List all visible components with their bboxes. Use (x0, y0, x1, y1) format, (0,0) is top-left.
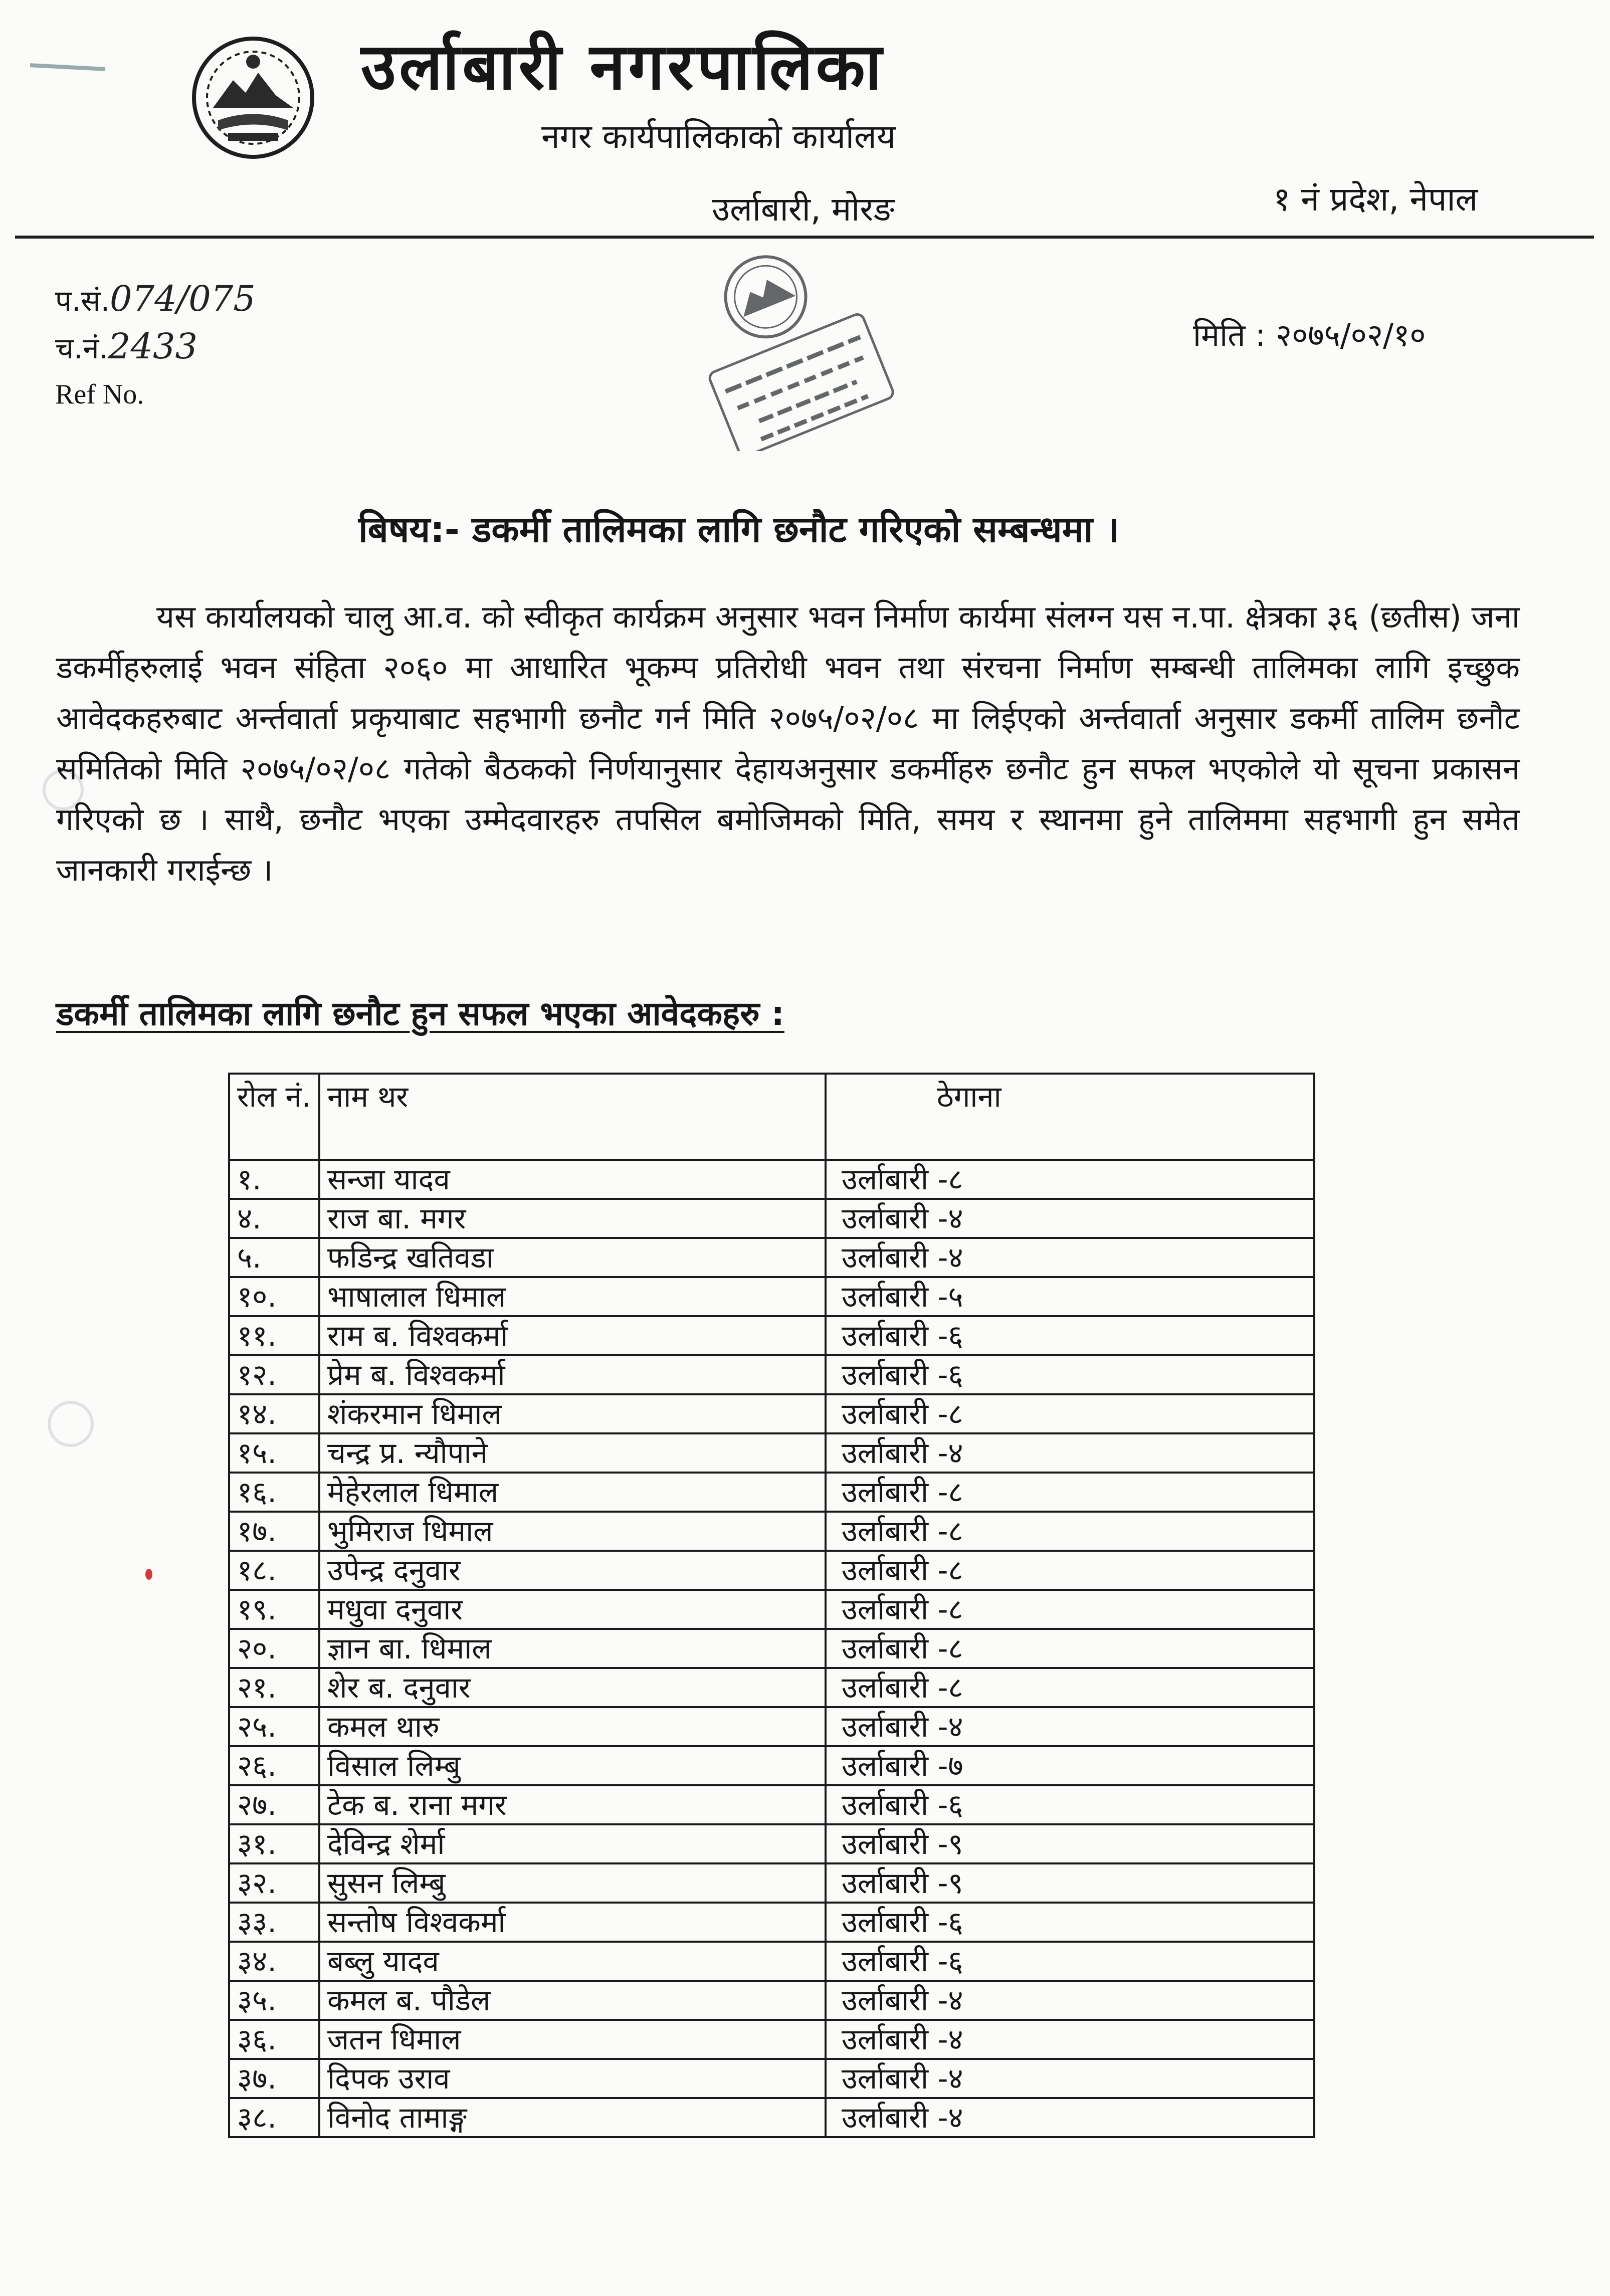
roll-no-cell: ३४. (229, 1942, 319, 1981)
table-row (229, 1590, 1314, 1629)
table-row (229, 1199, 1314, 1238)
ref-ps (55, 278, 256, 319)
roll-no-cell: १७. (229, 1512, 319, 1551)
name-cell: मेहेरलाल धिमाल (319, 1473, 826, 1512)
name-cell: बब्लु यादव (319, 1942, 826, 1981)
roll-no-cell: २७. (229, 1785, 319, 1824)
address-cell: उर्लाबारी -४ (826, 2098, 1314, 2137)
table-row (229, 1433, 1314, 1473)
name-cell: फडिन्द्र खतिवडा (319, 1238, 826, 1277)
table-row (229, 1629, 1314, 1668)
roll-no-cell: २६. (229, 1746, 319, 1785)
address-cell: उर्लाबारी -४ (826, 1707, 1314, 1746)
office-location: उर्लाबारी, मोरङ (712, 190, 895, 229)
address-cell: उर्लाबारी -८ (826, 1629, 1314, 1668)
ref-cn-value: 2433 (108, 326, 198, 367)
name-cell: शेर ब. दनुवार (319, 1668, 826, 1707)
table-row (229, 1355, 1314, 1394)
ref-cn-label: च.नं. (55, 331, 108, 365)
table-body (229, 1160, 1314, 2137)
table-row (229, 1551, 1314, 1590)
table-row (229, 1473, 1314, 1512)
address-cell: उर्लाबारी -४ (826, 2059, 1314, 2098)
roll-no-cell: ३६. (229, 2020, 319, 2059)
address-cell: उर्लाबारी -५ (826, 1277, 1314, 1316)
letter-body: यस कार्यालयको चालु आ.व. को स्वीकृत कार्यक्रम अनुसार भवन निर्माण कार्यमा संलग्न यस न.पा. क्षेत्रका ३६ (छतीस) जना डकर्मीहरुलाई भवन संहिता २०६० मा आधारित भूकम्प प्रतिरोधी भवन तथा संरचना निर्माण सम्बन्धी तालिमका लागि इच्छुक आवेदकहरुबाट अर्न्तवार्ता प्रकृयाबाट सहभागी छनौट गर्न मिति २०७५/०२/०८ मा लिईएको अर्न्तवार्ता अनुसार डकर्मी तालिम छनौट समितिको मिति २०७५/०२/०८ गतेको बैठकको निर्णयानुसार देहायअनुसार डकर्मीहरु छनौट हुन सफल भएकोले यो सूचना प्रकासन गरिएको छ । साथै, छनौट भएका उम्मेदवारहरु तपसिल बमोजिमको मिति, समय र स्थानमा हुने तालिममा सहभागी हुन समेत जानकारी गराईन्छ । (56, 598, 1520, 888)
name-cell: शंकरमान धिमाल (319, 1394, 826, 1433)
name-cell: देविन्द्र शेर्मा (319, 1824, 826, 1863)
address-cell: उर्लाबारी -४ (826, 2020, 1314, 2059)
table-row (229, 1668, 1314, 1707)
ref-ps-label: प.सं. (55, 284, 110, 318)
table-row (229, 2059, 1314, 2098)
table-row (229, 1277, 1314, 1316)
roll-no-cell: ३१. (229, 1824, 319, 1863)
address-cell: उर्लाबारी -९ (826, 1863, 1314, 1903)
address-cell: उर्लाबारी -८ (826, 1590, 1314, 1629)
name-cell: सन्तोष विश्वकर्मा (319, 1903, 826, 1942)
table-row (229, 2020, 1314, 2059)
scan-mark (30, 63, 105, 71)
table-row (229, 1981, 1314, 2020)
letter-subject: बिषय:- डकर्मी तालिमका लागि छनौट गरिएको सम्बन्धमा । (358, 508, 1119, 550)
table-row (229, 1863, 1314, 1903)
roll-no-cell: २१. (229, 1668, 319, 1707)
table-row (229, 1707, 1314, 1746)
name-cell: दिपक उराव (319, 2059, 826, 2098)
ref-cn (55, 326, 197, 367)
province-label: १ नं प्रदेश, नेपाल (1273, 180, 1478, 219)
name-cell: प्रेम ब. विश्वकर्मा (319, 1355, 826, 1394)
roll-no-cell: ३५. (229, 1981, 319, 2020)
address-cell: उर्लाबारी -६ (826, 1785, 1314, 1824)
roll-no-cell: १०. (229, 1277, 319, 1316)
name-cell: सुसन लिम्बु (319, 1863, 826, 1903)
table-row (229, 2098, 1314, 2137)
name-cell: भुमिराज धिमाल (319, 1512, 826, 1551)
ink-dot-mark (145, 1569, 152, 1580)
name-cell: उपेन्द्र दनुवार (319, 1551, 826, 1590)
name-cell: राज बा. मगर (319, 1199, 826, 1238)
office-stamp-icon (667, 236, 902, 451)
roll-no-cell: १४. (229, 1394, 319, 1433)
roll-no-cell: १६. (229, 1473, 319, 1512)
name-cell: मधुवा दनुवार (319, 1590, 826, 1629)
name-cell: जतन धिमाल (319, 2020, 826, 2059)
office-subtitle: नगर कार्यपालिकाको कार्यालय (541, 117, 896, 156)
table-row (229, 1824, 1314, 1863)
office-title: उर्लाबारी नगरपालिका (361, 30, 885, 104)
roll-no-cell: ४. (229, 1199, 319, 1238)
address-cell: उर्लाबारी -८ (826, 1668, 1314, 1707)
address-cell: उर्लाबारी -८ (826, 1512, 1314, 1551)
address-cell: उर्लाबारी -८ (826, 1551, 1314, 1590)
table-row (229, 1160, 1314, 1199)
roll-no-cell: २५. (229, 1707, 319, 1746)
roll-no-cell: ३३. (229, 1903, 319, 1942)
nepal-emblem-icon (185, 33, 321, 163)
address-cell: उर्लाबारी -४ (826, 1238, 1314, 1277)
name-cell: सन्जा यादव (319, 1160, 826, 1199)
address-cell: उर्लाबारी -९ (826, 1824, 1314, 1863)
name-cell: कमल ब. पौडेल (319, 1981, 826, 2020)
roll-no-cell: ३२. (229, 1863, 319, 1903)
address-cell: उर्लाबारी -८ (826, 1160, 1314, 1199)
address-cell: उर्लाबारी -६ (826, 1942, 1314, 1981)
name-cell: टेक ब. राना मगर (319, 1785, 826, 1824)
address-cell: उर्लाबारी -४ (826, 1433, 1314, 1473)
table-row (229, 1746, 1314, 1785)
roll-no-cell: १८. (229, 1551, 319, 1590)
roll-no-header: रोल नं. (229, 1074, 319, 1160)
selected-applicants-table (228, 1073, 1313, 2138)
roll-no-cell: ३७. (229, 2059, 319, 2098)
table-row (229, 1512, 1314, 1551)
address-header: ठेगाना (826, 1074, 1314, 1160)
name-cell: भाषालाल धिमाल (319, 1277, 826, 1316)
table-row (229, 1394, 1314, 1433)
roll-no-cell: ५. (229, 1238, 319, 1277)
roll-no-cell: १२. (229, 1355, 319, 1394)
roll-no-cell: १९. (229, 1590, 319, 1629)
address-cell: उर्लाबारी -८ (826, 1394, 1314, 1433)
roll-no-cell: २०. (229, 1629, 319, 1668)
roll-no-cell: १५. (229, 1433, 319, 1473)
table-row (229, 1316, 1314, 1355)
name-cell: ज्ञान बा. धिमाल (319, 1629, 826, 1668)
table-row (229, 1238, 1314, 1277)
address-cell: उर्लाबारी -६ (826, 1316, 1314, 1355)
roll-no-cell: १. (229, 1160, 319, 1199)
table-row (229, 1785, 1314, 1824)
table-row (229, 1942, 1314, 1981)
name-cell: विसाल लिम्बु (319, 1746, 826, 1785)
letter-date: मिति : २०७५/०२/१० (1193, 317, 1426, 353)
address-cell: उर्लाबारी -४ (826, 1981, 1314, 2020)
address-cell: उर्लाबारी -८ (826, 1473, 1314, 1512)
address-cell: उर्लाबारी -६ (826, 1903, 1314, 1942)
table-row (229, 1903, 1314, 1942)
name-cell: विनोद तामाङ्ग (319, 2098, 826, 2137)
table-header-row (229, 1074, 1314, 1160)
address-cell: उर्लाबारी -७ (826, 1746, 1314, 1785)
roll-no-cell: ३८. (229, 2098, 319, 2137)
roll-no-cell: ११. (229, 1316, 319, 1355)
name-cell: कमल थारु (319, 1707, 826, 1746)
name-cell: राम ब. विश्वकर्मा (319, 1316, 826, 1355)
punch-hole-mark (48, 1401, 94, 1447)
address-cell: उर्लाबारी -६ (826, 1355, 1314, 1394)
address-cell: उर्लाबारी -४ (826, 1199, 1314, 1238)
ref-no-label: Ref No. (55, 379, 144, 410)
name-cell: चन्द्र प्र. न्यौपाने (319, 1433, 826, 1473)
ref-ps-value: 074/075 (110, 278, 256, 319)
name-header: नाम थर (319, 1074, 826, 1160)
selected-list-heading: डकर्मी तालिमका लागि छनौट हुन सफल भएका आवेदकहरु : (56, 994, 784, 1033)
